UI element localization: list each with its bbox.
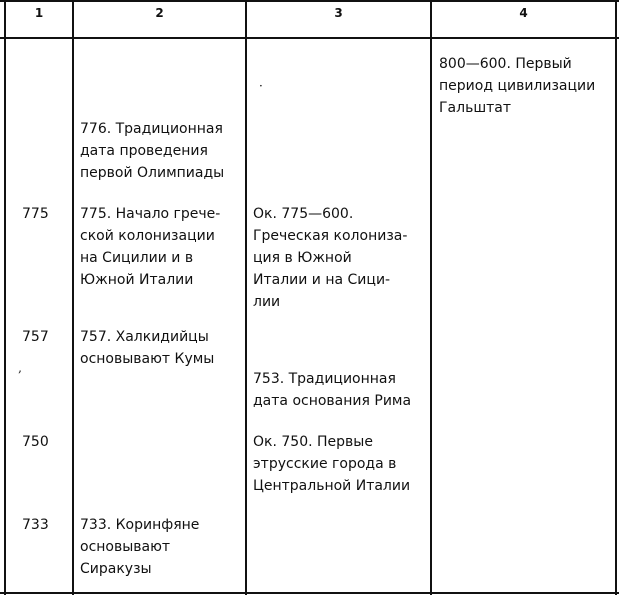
header-bottom-border: [0, 37, 619, 39]
column-divider-2-3: [245, 0, 247, 595]
cell-rome-founding: 753. Традиционная дата основания Рима: [253, 371, 412, 409]
cell-greek-colonization-period: Ок. 775—600. Греческая колониза- ция в Южной Италии и на Сици- лии: [253, 206, 408, 310]
cell-hallstatt: 800—600. Первый период цивилизации Гальштат: [439, 56, 596, 116]
header-col-2: 2: [155, 6, 164, 20]
header-col-4: 4: [519, 6, 528, 20]
year-750: 750: [22, 434, 49, 450]
cell-syracuse: 733. Коринфяне основывают Сиракузы: [80, 517, 200, 577]
print-speck-2: ‚: [18, 361, 22, 375]
cell-etruscan-cities: Ок. 750. Первые этрусские города в Центральной Италии: [253, 434, 411, 494]
cell-cumae: 757. Халкидийцы основывают Кумы: [80, 329, 215, 367]
print-speck: ·: [259, 79, 263, 93]
header-col-3: 3: [334, 6, 343, 20]
column-divider-left: [4, 0, 6, 595]
column-divider-3-4: [430, 0, 432, 595]
cell-olympiad: 776. Традиционная дата проведения первой Олимпиады: [80, 121, 225, 181]
year-775: 775: [22, 206, 49, 222]
year-757: 757: [22, 329, 49, 345]
year-733: 733: [22, 517, 49, 533]
cell-greek-colonization-start: 775. Начало грече- ской колонизации на Сицилии и в Южной Италии: [80, 206, 221, 288]
column-divider-1-2: [72, 0, 74, 595]
table-top-border: [0, 0, 619, 2]
table-bottom-border: [0, 592, 619, 594]
column-divider-right: [615, 0, 617, 595]
header-col-1: 1: [34, 6, 44, 20]
